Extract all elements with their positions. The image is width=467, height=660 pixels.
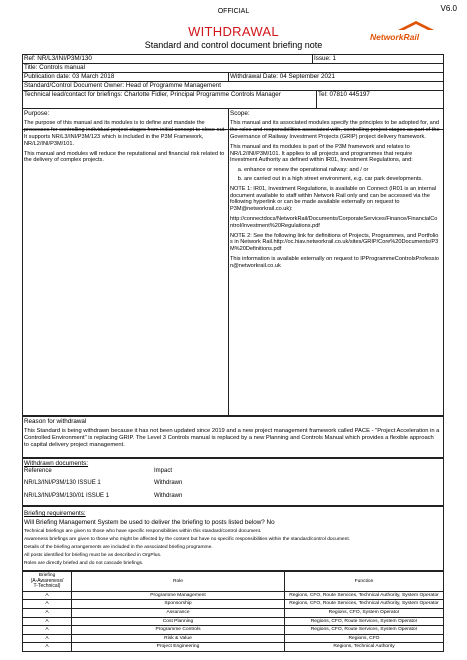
document-owner: Standard/Control Document Owner: Head of Programme Management	[24, 82, 222, 89]
scope-list	[230, 167, 440, 183]
withdrawal-date: Withdrawal Date: 04 September 2021	[230, 73, 336, 80]
withdrawn-col-reference: Reference	[24, 468, 52, 474]
role-name: Project Engineering	[72, 643, 285, 652]
role-briefing-type: A	[23, 617, 72, 626]
purpose-paragraph-2: This manual and modules will reduce the reputational and financial risk related to the delivery of complex projects.	[24, 150, 225, 164]
scope-note-2: NOTE 2: See the following link for definitions of Projects, Programmes, and Portfolios in Network Rail.http://oc.hiav.networkrail.co.uk/sites/GRIP/Core%20Documents/P3M%20Definitions.pdf	[230, 232, 439, 253]
investment-regulations-link[interactable]: http://connectdocs/NetworkRail/Documents/CorporateServices/Finance/FinancialControl/Investment%20Regulations.pdf	[230, 215, 438, 229]
withdrawn-row-1-impact: Withdrawn	[154, 480, 183, 486]
role-row	[23, 600, 444, 609]
role-name: Assurance	[72, 608, 285, 617]
role-briefing-type: A	[23, 643, 72, 652]
role-row	[23, 617, 444, 626]
scope-paragraph-1: This manual and its associated modules specify the principles to be adopted for, and the roles and responsibilities associated with, controlling project stages as part of the Governance of Railway Investment Projects (GRIP) project delivery framework.	[230, 120, 440, 140]
roles-col-briefing-sub1: (A-Awareness/	[30, 577, 64, 584]
briefing-box	[22, 506, 444, 571]
network-rail-logo	[370, 18, 454, 46]
role-row	[23, 608, 444, 617]
role-function: Regions, CFO, Route Services, System Operator	[285, 617, 444, 626]
role-function: Regions, CFO, System Operator	[285, 608, 444, 617]
purpose-section	[22, 110, 228, 167]
roles-col-function: Function	[285, 572, 444, 592]
contact-telephone: Tel: 07810 445197	[318, 91, 370, 98]
role-row	[23, 591, 444, 600]
role-function: Regions, Technical Authority	[285, 643, 444, 652]
reason-heading: Reason for withdrawal	[24, 418, 87, 425]
role-function: Regions, CFO, Route Services, Technical Authority, System Operator	[285, 591, 444, 600]
roles-table	[22, 571, 444, 652]
role-briefing-type: A	[23, 600, 72, 609]
scope-section	[228, 110, 442, 273]
scope-paragraph-3: This information is available externally on request to IPProgrammeControlsProfession@networkrail.co.uk	[230, 255, 439, 269]
logo-text: NetworkRail	[370, 32, 420, 42]
role-function: Regions, CFO, Route Services, Technical Authority, System Operator	[285, 600, 444, 609]
document-issue: Issue: 1	[314, 55, 337, 62]
briefing-line-2: Awareness briefings are given to those who might be affected by the content but have no specific responsibilities within the standard/control document.	[24, 536, 351, 542]
scope-paragraph-2: This manual and its modules is part of the P3M framework and relates to NR/L2/INI/P3M/101. It applies to all projects and programmes that require Investment Authority as defined within IR01, Investment Regulations, and:	[230, 143, 413, 164]
role-row	[23, 634, 444, 643]
role-name: Risk & Value	[72, 634, 285, 643]
purpose-paragraph-1: The purpose of this manual and its modules is to define and mandate the processes for controlling individual project stages from initial concept to close out. It supports NR/L3/INI/P3M/123 which is included in the P3M Framework, NR/L2/INI/P3M/101.	[24, 120, 226, 147]
briefing-question: Will Briefing Management System be used to deliver the briefing to posts listed below? No	[24, 519, 275, 527]
scope-note-1: NOTE 1: IR01, Investment Regulations, is available on Connect (IR01 is an internal document available to staff within Network Rail only and can be accessed via the following hyperlink or can be made available externally on request to P3M@networkrail.co.uk):	[230, 185, 437, 213]
reason-text: This Standard is being withdrawn because it has not been updated since 2019 and a new project management framework called PACE - "Project Acceleration in a Controlled Environment" is replacing GRIP. The Level 3 Controls manual is replaced by a new Planning and Controls Manual which provides a flexible approach to capital delivery project management.	[24, 428, 440, 449]
role-briefing-type: A	[23, 591, 72, 600]
roles-col-briefing-label: Briefing	[38, 573, 56, 578]
role-function: Regions, CFO	[285, 634, 444, 643]
roles-col-role: Role	[72, 572, 285, 592]
page-subtitle: Standard and control document briefing note	[144, 40, 323, 50]
withdrawn-heading: Withdrawn documents:	[24, 460, 89, 467]
withdrawn-row-2-ref: NR/L3/INI/P3M/130/01 ISSUE 1	[24, 493, 110, 499]
withdrawn-col-impact: Impact	[154, 468, 173, 474]
role-name: Programme Management	[72, 591, 285, 600]
roles-col-briefing-sub2: T-Technical)	[33, 583, 61, 590]
briefing-heading: Briefing requirements:	[24, 510, 86, 517]
briefing-line-4: All posts identified for briefing must be as described in OrgPlus.	[24, 552, 162, 558]
role-briefing-type: A	[23, 634, 72, 643]
role-row	[23, 626, 444, 635]
role-name: Cost Planning	[72, 617, 285, 626]
role-function: Regions, CFO, Route Services, System Operator	[285, 626, 444, 635]
technical-contact: Technical lead/contact for briefings: Charlotte Fidler, Principal Programme Controls Manager	[24, 91, 281, 98]
briefing-line-3: Details of the briefing arrangements are included in the associated briefing programme.	[24, 544, 213, 550]
scope-heading: Scope:	[230, 110, 250, 117]
withdrawn-row-1-ref: NR/L3/INI/P3M/130 ISSUE 1	[24, 480, 101, 486]
page-title: WITHDRAWAL	[188, 24, 279, 39]
withdrawn-row-2-impact: Withdrawn	[154, 493, 183, 499]
briefing-line-1: Technical briefings are given to those who have specific responsibilities within this standard/control document.	[24, 528, 262, 534]
classification-label: OFFICIAL	[217, 8, 250, 15]
briefing-line-5: Roles are directly briefed and do not cascade briefings.	[24, 560, 144, 566]
roles-col-briefing	[23, 572, 72, 592]
role-briefing-type: A	[23, 608, 72, 617]
scope-item-a: a. enhance or renew the operational railway: and / or	[244, 167, 440, 174]
role-name: Sponsorship	[72, 600, 285, 609]
document-ref: Ref: NR/L3/INI/P3M/130	[24, 55, 92, 62]
role-briefing-type: A	[23, 626, 72, 635]
reason-section	[22, 418, 442, 449]
logo-chevron-icon	[370, 18, 454, 32]
version-label: V6.0	[440, 4, 457, 13]
purpose-heading: Purpose:	[24, 110, 50, 117]
role-name: Programme Controls	[72, 626, 285, 635]
role-row	[23, 643, 444, 652]
document-title: Title: Controls manual	[24, 64, 86, 71]
scope-item-b: b. are carried out in a high street environment, e.g. car park developments.	[244, 176, 440, 183]
publication-date: Publication date: 03 March 2018	[24, 73, 115, 80]
